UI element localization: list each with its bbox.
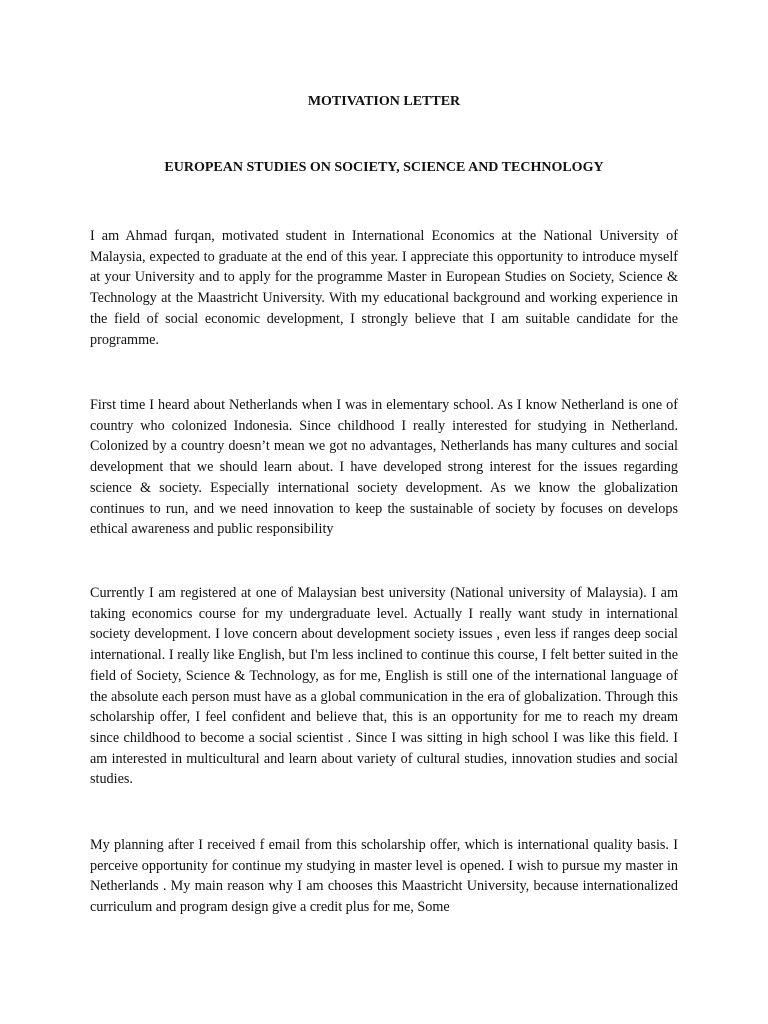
paragraph-planning: My planning after I received f email from this scholarship offer, which is international quality basis. I perceive opportunity for continue my studying in master level is opened. I wish to pursue my master in Netherlands . My main reason why I am chooses this Maastricht University, because internationalized curriculum and program design give a credit plus for me, Some [90, 837, 678, 916]
paragraph-netherlands-interest: First time I heard about Netherlands when I was in elementary school. As I know Netherland is one of country who colonized Indonesia. Since childhood I really interested for studying in Netherland. Colonized by a country doesn’t mean we got no advantages, Netherlands has many cultures and social development that we should learn about. I have developed strong interest for the issues regarding science & society. Especially international society development. As we know the globalization continues to run, and we need innovation to keep the sustainable of society by focuses on develops ethical awareness and public responsibility [90, 397, 678, 538]
paragraph-current-studies: Currently I am registered at one of Malaysian best university (National university of Malaysia). I am taking economics course for my undergraduate level. Actually I really want study in international society development. I love concern about development society issues , even less if ranges deep social international. I really like English, but I'm less inclined to continue this course, I felt better suited in the field of Society, Science & Technology, as for me, English is still one of the international language of the absolute each person must have as a global communication in the era of globalization. Through this scholarship offer, I feel confident and believe that, this is an opportunity for me to reach my dream since childhood to become a social scientist . Since I was sitting in high school I was like this field. I am interested in multicultural and learn about variety of cultural studies, innovation studies and social studies. [90, 585, 678, 788]
paragraph-introduction: I am Ahmad furqan, motivated student in International Economics at the National University of Malaysia, expected to graduate at the end of this year. I appreciate this opportunity to introduce myself at your University and to apply for the programme Master in European Studies on Society, Science & Technology at the Maastricht University. With my educational background and working experience in the field of social economic development, I strongly believe that I am suitable candidate for the programme. [90, 228, 678, 348]
letter-title: MOTIVATION LETTER [307, 94, 461, 109]
program-subtitle: EUROPEAN STUDIES ON SOCIETY, SCIENCE AND TECHNOLOGY [164, 160, 604, 175]
